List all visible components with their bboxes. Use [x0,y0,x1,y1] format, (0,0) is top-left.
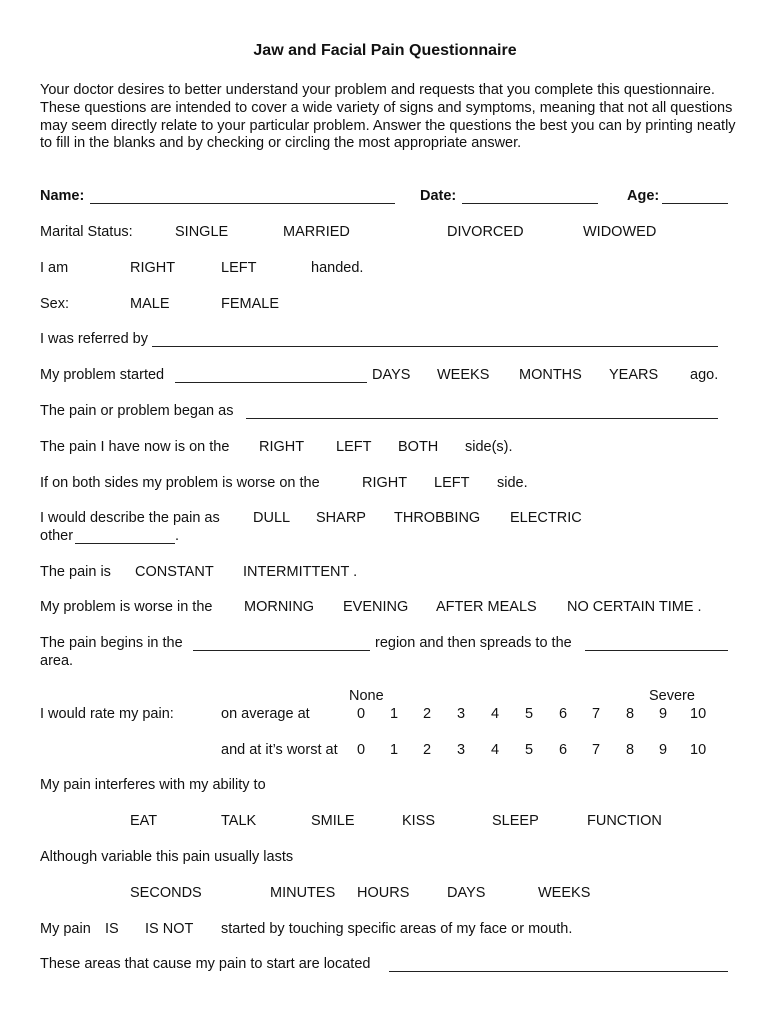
started-option-days[interactable]: DAYS [372,367,411,383]
sex-option-male[interactable]: MALE [130,296,170,312]
name-field[interactable] [90,203,395,204]
date-label: Date: [420,188,457,204]
describe-option-dull[interactable]: DULL [253,510,291,526]
rating-average-option-1[interactable]: 1 [390,706,399,722]
touch-prefix: My pain [40,921,91,937]
touch-suffix: started by touching specific areas of my face or mouth. [221,921,573,937]
started-option-weeks[interactable]: WEEKS [437,367,490,383]
rating-worst-label: and at it’s worst at [221,742,338,758]
spread-middle-text: region and then spreads to the [375,635,572,651]
referred-field[interactable] [152,346,718,347]
rating-average-option-6[interactable]: 6 [559,706,568,722]
interferes-option-eat[interactable]: EAT [130,813,158,829]
worse-side-option-left[interactable]: LEFT [434,475,470,491]
touch-option-is[interactable]: IS [105,921,119,937]
interferes-option-smile[interactable]: SMILE [311,813,355,829]
lasts-label: Although variable this pain usually lasts [40,849,294,865]
rating-worst-option-6[interactable]: 6 [559,742,568,758]
rating-worst-option-3[interactable]: 3 [457,742,466,758]
rating-worst-option-0[interactable]: 0 [357,742,366,758]
rating-worst-option-2[interactable]: 2 [423,742,432,758]
age-field[interactable] [662,203,728,204]
spread-end-field[interactable] [585,650,728,651]
lasts-option-weeks[interactable]: WEEKS [538,885,591,901]
rating-worst-option-4[interactable]: 4 [491,742,500,758]
rating-average-option-2[interactable]: 2 [423,706,432,722]
started-option-months[interactable]: MONTHS [519,367,582,383]
began-field[interactable] [246,418,718,419]
began-label: The pain or problem began as [40,403,234,419]
rating-severe-label: Severe [649,688,695,704]
rating-worst-option-8[interactable]: 8 [626,742,635,758]
worse-time-option-no-certain-time[interactable]: NO CERTAIN TIME . [567,599,702,615]
side-label: The pain I have now is on the [40,439,230,455]
rating-label: I would rate my pain: [40,706,174,722]
lasts-option-minutes[interactable]: MINUTES [270,885,336,901]
side-option-left[interactable]: LEFT [336,439,372,455]
describe-label: I would describe the pain as [40,510,220,526]
describe-option-sharp[interactable]: SHARP [316,510,366,526]
lasts-option-seconds[interactable]: SECONDS [130,885,202,901]
rating-worst-option-7[interactable]: 7 [592,742,601,758]
intro-paragraph: Your doctor desires to better understand your problem and requests that you complete this questionnaire. These questions are intended to cover a wide variety of signs and symptoms, meaning that not all questions may seem directly relate to your particular problem. Answer the questions the best you can by printing neatly to fill in the blanks and by checking or circling the most appropriate answer. [40,82,736,152]
rating-average-label: on average at [221,706,310,722]
worse-time-label: My problem is worse in the [40,599,213,615]
rating-worst-option-10[interactable]: 10 [690,742,707,758]
lasts-option-days[interactable]: DAYS [447,885,486,901]
started-label: My problem started [40,367,165,383]
spread-begin-field[interactable] [193,650,370,651]
marital-option-single[interactable]: SINGLE [175,224,229,240]
rating-average-option-7[interactable]: 7 [592,706,601,722]
side-option-right[interactable]: RIGHT [259,439,305,455]
marital-option-divorced[interactable]: DIVORCED [447,224,524,240]
describe-other-label: other [40,528,74,544]
areas-field[interactable] [389,971,728,972]
rating-average-option-5[interactable]: 5 [525,706,534,722]
worse-side-option-right[interactable]: RIGHT [362,475,408,491]
worse-time-option-morning[interactable]: MORNING [244,599,315,615]
worse-time-option-after-meals[interactable]: AFTER MEALS [436,599,537,615]
rating-average-option-10[interactable]: 10 [690,706,707,722]
sex-option-female[interactable]: FEMALE [221,296,280,312]
handed-prefix: I am [40,260,69,276]
rating-none-label: None [349,688,384,704]
rating-average-option-8[interactable]: 8 [626,706,635,722]
pain-is-option-constant[interactable]: CONSTANT [135,564,214,580]
describe-option-throbbing[interactable]: THROBBING [394,510,481,526]
describe-other-field[interactable] [75,543,175,544]
rating-worst-option-9[interactable]: 9 [659,742,668,758]
rating-average-option-9[interactable]: 9 [659,706,668,722]
worse-side-label: If on both sides my problem is worse on the [40,475,320,491]
pain-is-option-intermittent[interactable]: INTERMITTENT . [243,564,358,580]
worse-time-option-evening[interactable]: EVENING [343,599,409,615]
marital-label: Marital Status: [40,224,133,240]
marital-option-widowed[interactable]: WIDOWED [583,224,657,240]
started-field[interactable] [175,382,367,383]
rating-worst-option-1[interactable]: 1 [390,742,399,758]
interferes-label: My pain interferes with my ability to [40,777,266,793]
age-label: Age: [627,188,660,204]
spread-label: The pain begins in the [40,635,183,651]
sex-label: Sex: [40,296,70,312]
interferes-option-kiss[interactable]: KISS [402,813,436,829]
side-suffix: side(s). [465,439,513,455]
rating-average-option-0[interactable]: 0 [357,706,366,722]
lasts-option-hours[interactable]: HOURS [357,885,410,901]
describe-period: . [175,528,180,544]
areas-label: These areas that cause my pain to start are located [40,956,371,972]
spread-end-text: area. [40,653,74,669]
date-field[interactable] [462,203,598,204]
touch-option-is-not[interactable]: IS NOT [145,921,194,937]
handed-option-right[interactable]: RIGHT [130,260,176,276]
pain-is-label: The pain is [40,564,111,580]
handed-suffix: handed. [311,260,364,276]
describe-option-electric[interactable]: ELECTRIC [510,510,582,526]
handed-option-left[interactable]: LEFT [221,260,257,276]
rating-average-option-4[interactable]: 4 [491,706,500,722]
interferes-option-talk[interactable]: TALK [221,813,257,829]
interferes-option-sleep[interactable]: SLEEP [492,813,539,829]
worse-side-suffix: side. [497,475,528,491]
side-option-both[interactable]: BOTH [398,439,439,455]
marital-option-married[interactable]: MARRIED [283,224,350,240]
interferes-option-function[interactable]: FUNCTION [587,813,662,829]
page-title: Jaw and Facial Pain Questionnaire [253,42,517,59]
name-label: Name: [40,188,85,204]
rating-worst-option-5[interactable]: 5 [525,742,534,758]
rating-average-option-3[interactable]: 3 [457,706,466,722]
started-suffix: ago. [690,367,719,383]
referred-label: I was referred by [40,331,148,347]
started-option-years[interactable]: YEARS [609,367,659,383]
